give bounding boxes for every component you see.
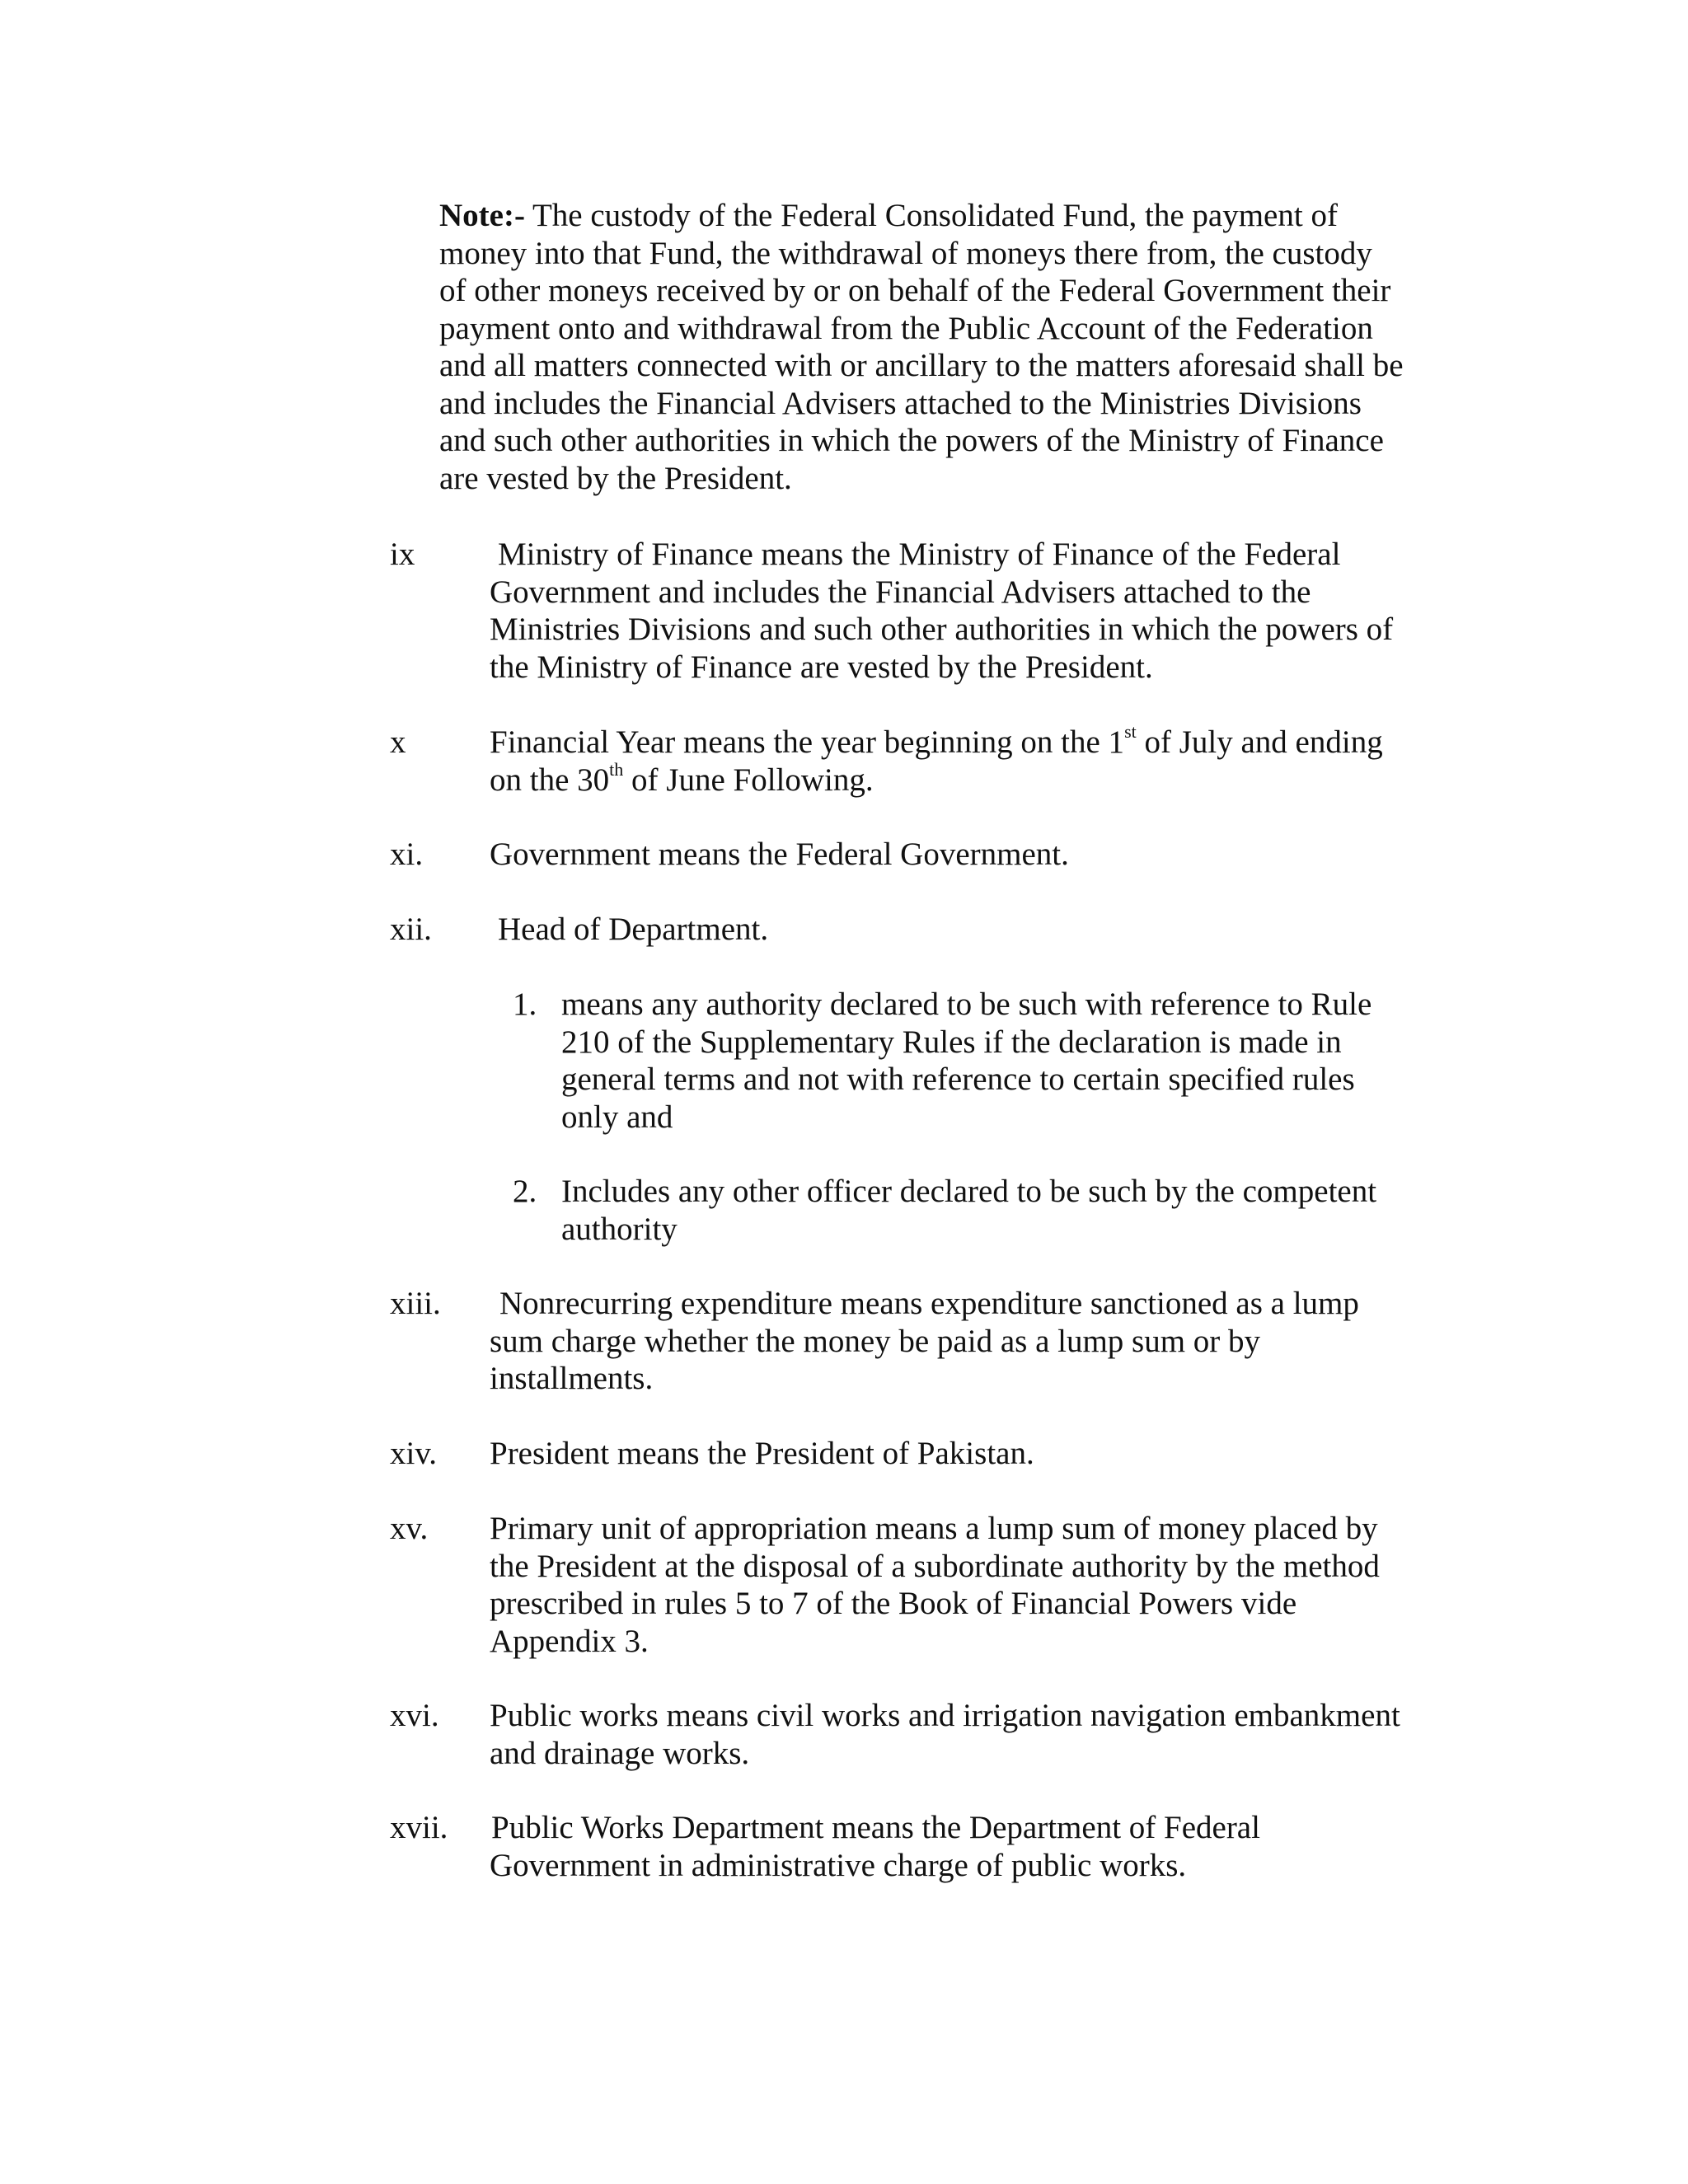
note-line: and all matters connected with or ancillary to the matters aforesaid shall be <box>439 348 1404 383</box>
definition-government: Government means the Federal Government. <box>490 837 1069 872</box>
definition-number-xvi: xvi. <box>390 1698 439 1733</box>
sub-item-1: means any authority declared to be such with reference to Rule 210 of the Supplementary Rules if the declaration is made in general terms and not with reference to certain specified rules only and <box>561 987 1372 1135</box>
note-line: and such other authorities in which the powers of the Ministry of Finance <box>439 423 1384 458</box>
sub-item-number-1: 1. <box>513 987 537 1022</box>
definition-number-xiii: xiii. <box>390 1286 441 1321</box>
note-label: Note:- <box>439 198 525 233</box>
note-line: and includes the Financial Advisers attached to the Ministries Divisions <box>439 385 1362 421</box>
definition-number-x: x <box>390 724 406 760</box>
sub-item-number-2: 2. <box>513 1174 537 1209</box>
definition-nonrecurring-expenditure: Nonrecurring expenditure means expenditure sanctioned as a lump sum charge whether the money be paid as a lump sum or by installments. <box>490 1286 1359 1396</box>
definition-public-works-department: Public Works Department means the Department of Federal Government in administrative charge of public works. <box>490 1810 1260 1883</box>
definition-number-ix: ix <box>390 537 415 572</box>
definition-primary-unit-of-appropriation: Primary unit of appropriation means a lump sum of money placed by the President at the disposal of a subordinate authority by the method prescribed in rules 5 to 7 of the Book of Financial Powers vide Appendix 3. <box>490 1511 1380 1659</box>
definition-financial-year: Financial Year means the year beginning on the 1st of July and ending on the 30th of June Following. <box>490 721 1383 798</box>
definition-number-xi: xi. <box>390 837 424 872</box>
sub-item-2: Includes any other officer declared to be such by the competent authority <box>561 1174 1377 1247</box>
definition-president: President means the President of Pakistan. <box>490 1436 1034 1471</box>
definition-number-xiv: xiv. <box>390 1436 438 1471</box>
definition-number-xii: xii. <box>390 912 432 947</box>
definition-number-xvii: xvii. <box>390 1810 448 1845</box>
definition-number-xv: xv. <box>390 1511 429 1546</box>
note-line: of other moneys received by or on behalf of the Federal Government their <box>439 273 1391 308</box>
definition-public-works: Public works means civil works and irrigation navigation embankment and drainage works. <box>490 1698 1400 1771</box>
note-line: are vested by the President. <box>439 460 792 496</box>
note-line: Note:- The custody of the Federal Consolidated Fund, the payment of <box>439 198 1338 233</box>
definition-ministry-of-finance: Ministry of Finance means the Ministry of Finance of the Federal Government and includes the Financial Advisers attached to the Ministries Divisions and such other authorities in which the powers of the Ministry of Finance are vested by the President. <box>490 537 1394 685</box>
note-paragraph <box>439 197 1428 497</box>
note-line: money into that Fund, the withdrawal of moneys there from, the custody <box>439 235 1372 271</box>
definition-head-of-department: Head of Department. <box>498 912 769 947</box>
note-line: payment onto and withdrawal from the Public Account of the Federation <box>439 310 1373 346</box>
